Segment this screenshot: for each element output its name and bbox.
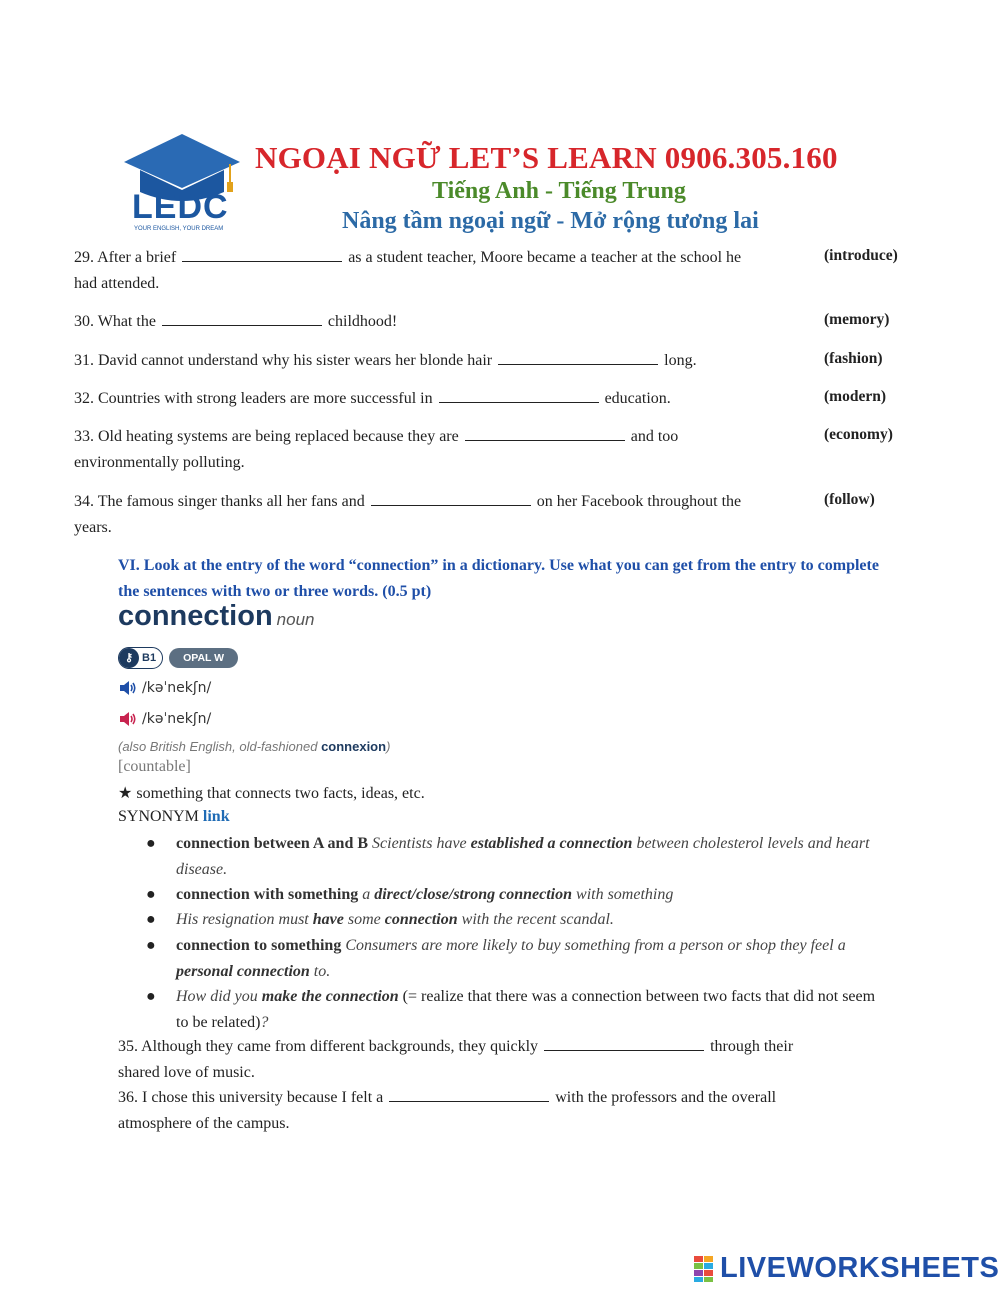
example-text: Scientists have: [372, 835, 467, 852]
section-vi-instruction: VI. Look at the entry of the word “connection” in a dictionary. Use what you can get from the entry to complete the sentences with two or three words. (0.5 pt): [118, 557, 879, 600]
liveworksheets-icon: [694, 1256, 714, 1282]
example-item: [146, 907, 890, 933]
logo-text: LEDC: [132, 188, 229, 226]
example-text: to.: [313, 962, 331, 980]
question-35: [118, 1034, 878, 1085]
question-text: atmosphere of the campus.: [118, 1114, 290, 1132]
question-text: The famous singer thanks all her fans and: [97, 493, 365, 510]
question-29: [74, 245, 814, 296]
question-number: 29.: [74, 249, 94, 266]
question-34: [74, 489, 814, 540]
example-text: between cholesterol levels and heart disease.: [176, 835, 870, 878]
word-hint: (economy): [824, 426, 893, 443]
example-collocation: make the connection: [261, 988, 399, 1005]
headword-text: connection: [118, 600, 273, 632]
synonym-label: SYNONYM: [118, 808, 199, 825]
bullet-icon: ●: [146, 835, 156, 852]
brand-text: LIVEWORKSHEETS: [720, 1252, 1000, 1284]
question-text: environmentally polluting.: [74, 453, 245, 471]
speaker-us-icon[interactable]: [118, 710, 138, 728]
answer-blank[interactable]: [465, 426, 625, 441]
variant-close: ): [386, 739, 391, 754]
example-collocation: direct/close/strong connection: [374, 886, 573, 903]
answer-blank[interactable]: [498, 350, 658, 365]
question-text: education.: [604, 390, 671, 407]
definition-text: something that connects two facts, ideas, etc.: [136, 785, 425, 802]
question-text: shared love of music.: [118, 1063, 255, 1081]
part-of-speech: noun: [276, 610, 315, 629]
liveworksheets-logo[interactable]: [694, 1252, 999, 1284]
ledc-logo: [118, 130, 246, 238]
grammar-label: [countable]: [118, 758, 191, 775]
example-text: with something: [576, 886, 674, 903]
example-text: His resignation must: [176, 911, 309, 928]
example-collocation: established a connection: [470, 835, 633, 852]
question-text: After a brief: [97, 249, 177, 266]
word-hint: (fashion): [824, 350, 883, 367]
example-text: ?: [260, 1013, 269, 1031]
question-31: [74, 348, 814, 374]
logo-tagline: YOUR ENGLISH, YOUR DREAM: [134, 226, 224, 232]
word-hint: (memory): [824, 311, 890, 328]
question-number: 36.: [118, 1089, 138, 1106]
example-phrase: connection with something: [176, 886, 359, 903]
header-slogan: Nâng tầm ngoại ngữ - Mở rộng tương lai: [342, 208, 759, 234]
question-33: [74, 424, 814, 475]
answer-blank[interactable]: [162, 311, 322, 326]
phonetic-uk: /kəˈnekʃn/: [142, 680, 212, 696]
question-text: years.: [74, 518, 112, 536]
question-text: Although they came from different backgrounds, they quickly: [141, 1038, 539, 1055]
example-collocation: have: [312, 911, 344, 928]
phonetic-us: /kəˈnekʃn/: [142, 711, 212, 727]
question-32: [74, 386, 814, 412]
opal-badge: OPAL W: [169, 648, 238, 668]
question-text: Countries with strong leaders are more successful in: [98, 390, 433, 407]
question-text: David cannot understand why his sister wears her blonde hair: [98, 352, 493, 369]
level-badges: [118, 647, 238, 669]
variant-note: (also British English, old-fashioned: [118, 739, 318, 754]
answer-blank[interactable]: [544, 1036, 704, 1051]
variant-word: connexion: [321, 739, 387, 754]
question-text: as a student teacher, Moore became a teacher at the school he: [348, 249, 742, 266]
example-item: [146, 984, 890, 1036]
example-item: [146, 933, 890, 985]
variant-spelling: [118, 739, 390, 754]
question-text: What the: [97, 313, 156, 330]
example-text: a: [362, 886, 371, 903]
question-text: and too: [630, 428, 679, 445]
question-text: with the professors and the overall: [555, 1089, 777, 1106]
header-title: NGOẠI NGỮ LET’S LEARN 0906.305.160: [255, 140, 838, 175]
question-30: [74, 309, 814, 335]
cefr-level-text: B1: [142, 652, 157, 664]
example-item: [146, 831, 890, 883]
oxford-key-icon: ⚷: [119, 648, 139, 668]
answer-blank[interactable]: [439, 388, 599, 403]
question-number: 35.: [118, 1038, 138, 1055]
bullet-icon: ●: [146, 937, 156, 954]
question-number: 34.: [74, 493, 94, 510]
question-text: I chose this university because I felt a: [142, 1089, 384, 1106]
question-number: 31.: [74, 352, 94, 369]
question-text: through their: [710, 1038, 794, 1055]
cefr-level-badge: [118, 647, 163, 669]
example-collocation: personal connection: [176, 962, 310, 980]
bullet-icon: ●: [146, 886, 156, 903]
example-item: [146, 882, 890, 908]
word-hint: (introduce): [824, 247, 898, 264]
synonym: [118, 808, 230, 826]
question-text: Old heating systems are being replaced because they are: [98, 428, 459, 445]
dictionary-headword: [118, 600, 315, 633]
question-number: 32.: [74, 390, 94, 407]
word-hint: (modern): [824, 388, 886, 405]
example-text: How did you: [176, 988, 258, 1005]
example-phrase: connection to something: [176, 937, 342, 954]
question-number: 33.: [74, 428, 94, 445]
example-text: with the recent scandal.: [461, 911, 614, 928]
pronunciation-uk: [118, 679, 211, 697]
answer-blank[interactable]: [182, 247, 342, 262]
answer-blank[interactable]: [371, 491, 531, 506]
bullet-icon: ●: [146, 988, 156, 1005]
question-text: had attended.: [74, 274, 160, 292]
question-text: long.: [664, 352, 697, 369]
example-text: Consumers are more likely to buy something from a person or shop they feel a: [345, 937, 846, 954]
definition: [118, 783, 425, 803]
speaker-uk-icon[interactable]: [118, 679, 138, 697]
example-text: some: [347, 911, 381, 928]
star-icon: ★: [118, 785, 133, 802]
synonym-link[interactable]: link: [202, 808, 230, 825]
example-gloss: (= realize that there was a connection between two facts that did not seem to be related): [176, 988, 876, 1031]
question-number: 30.: [74, 313, 94, 330]
question-text: childhood!: [327, 313, 398, 330]
example-collocation: connection: [384, 911, 458, 928]
answer-blank[interactable]: [389, 1087, 549, 1102]
word-hint: (follow): [824, 491, 875, 508]
bullet-icon: ●: [146, 911, 156, 928]
header-subtitle-languages: Tiếng Anh - Tiếng Trung: [432, 178, 686, 204]
question-text: on her Facebook throughout the: [536, 493, 742, 510]
question-36: [118, 1085, 878, 1136]
example-phrase: connection between A and B: [176, 835, 369, 852]
pronunciation-us: [118, 710, 211, 728]
